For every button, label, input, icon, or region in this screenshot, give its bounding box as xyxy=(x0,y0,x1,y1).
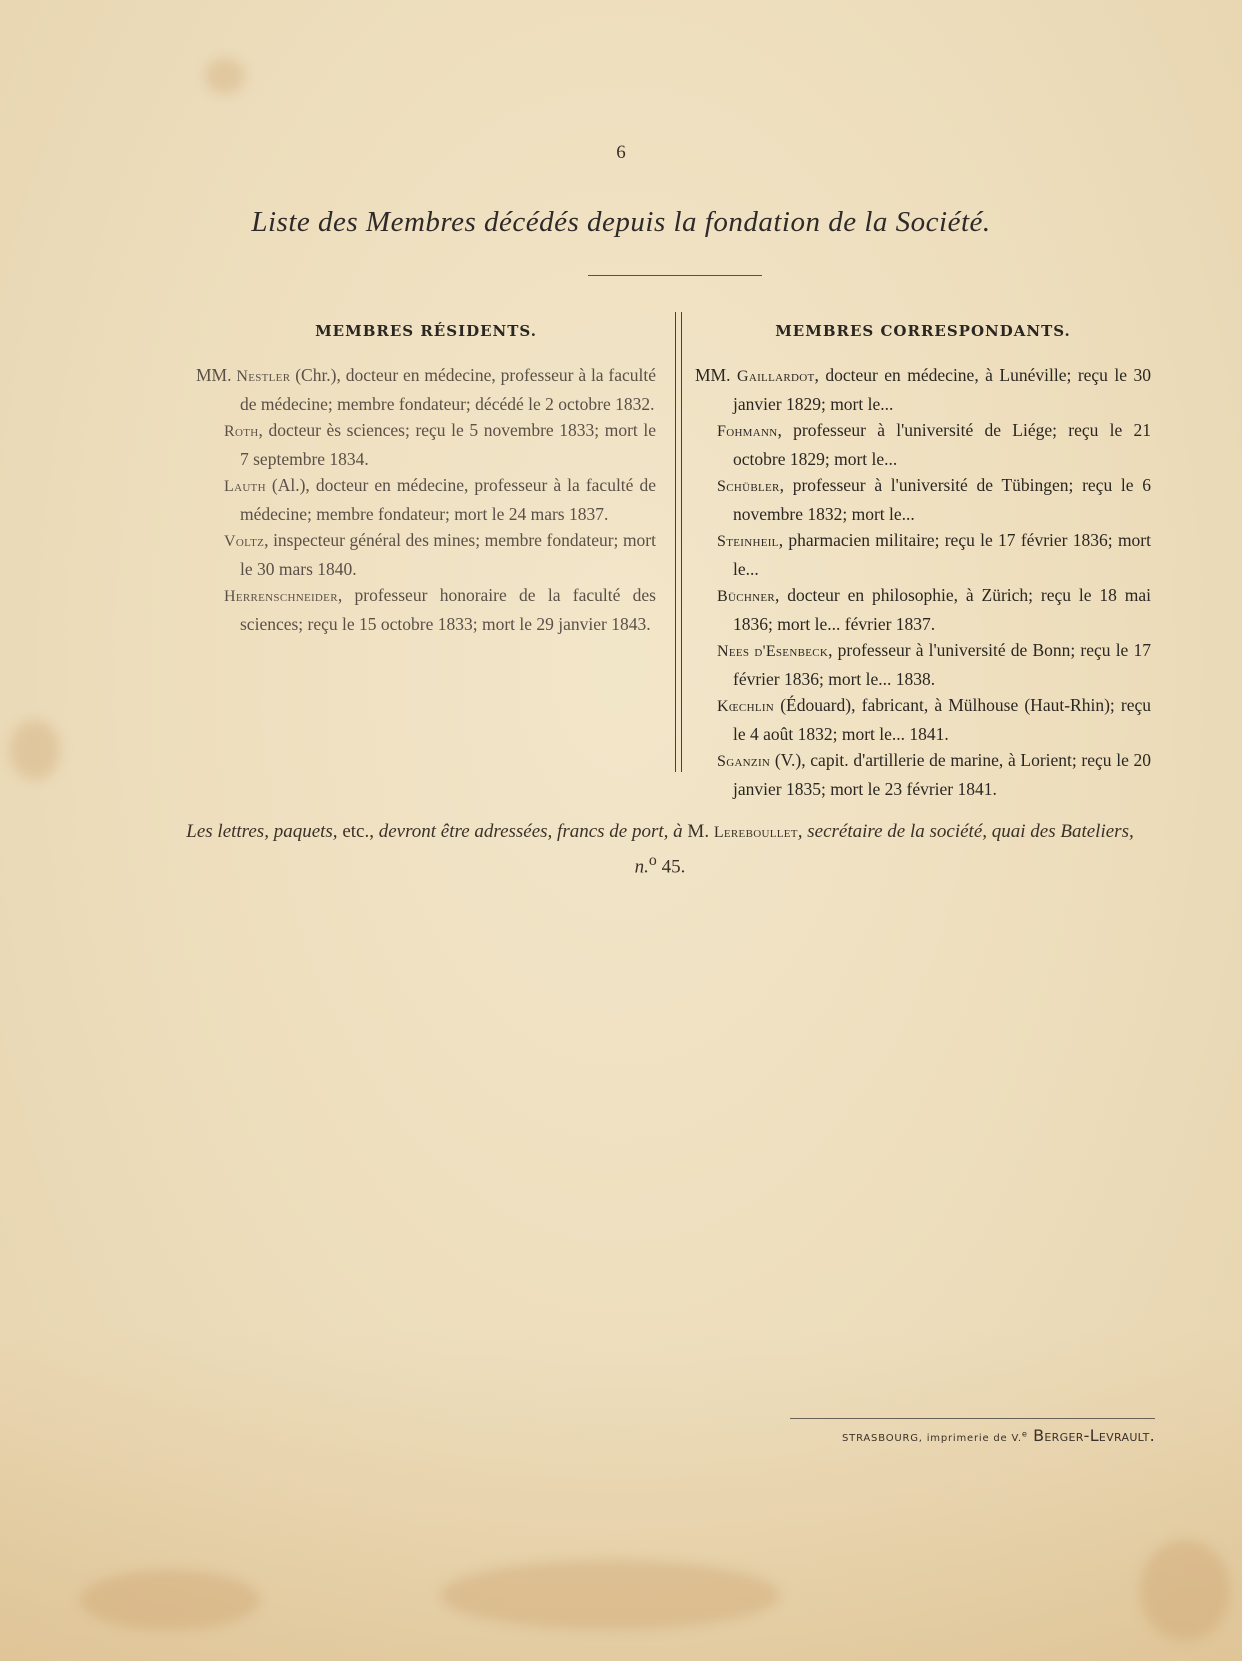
member-name: Lauth xyxy=(224,478,266,495)
member-details: , professeur honoraire de la faculté des sciences; reçu le 15 octobre 1833; mort le 29 janvier 1843. xyxy=(240,585,656,634)
list-item xyxy=(695,637,1151,692)
member-details: , docteur en médecine, à Lunéville; reçu le 30 janvier 1829; mort le... xyxy=(733,365,1152,414)
member-name: Voltz xyxy=(224,533,265,550)
list-item xyxy=(695,582,1151,637)
list-item xyxy=(196,472,656,527)
paper-stain xyxy=(80,1570,260,1630)
list-item xyxy=(695,527,1151,582)
member-details: , professeur à l'université de Tübingen; reçu le 6 novembre 1832; mort le... xyxy=(733,475,1151,524)
residents-heading: MEMBRES RÉSIDENTS. xyxy=(315,322,537,340)
paper-stain xyxy=(10,720,60,780)
member-name: Roth xyxy=(224,423,259,440)
member-details: , inspecteur général des mines; membre fondateur; mort le 30 mars 1840. xyxy=(240,530,656,579)
list-item: MM. Gaillardot, docteur en médecine, à Lunéville; reçu le 30 janvier 1829; mort le... xyxy=(695,365,1152,414)
list-item xyxy=(196,582,656,637)
member-details: (Édouard), fabricant, à Mülhouse (Haut-Rhin); reçu le 4 août 1832; mort le... 1841. xyxy=(733,695,1151,744)
page-number: 6 xyxy=(616,142,626,163)
correspondence-note: Les lettres, paquets, etc., devront être adressées, francs de port, à M. Lereboullet, secrétaire de la société, quai des Bateliers, n.$^o$ 45. xyxy=(186,821,1134,878)
member-details: , docteur ès sciences; reçu le 5 novembre 1833; mort le 7 septembre 1834. xyxy=(240,420,656,469)
member-name: Kœchlin xyxy=(717,698,775,715)
correspondants-heading: MEMBRES CORRESPONDANTS. xyxy=(775,322,1071,340)
member-name: Schübler xyxy=(717,478,780,495)
member-name: Nestler xyxy=(236,368,291,385)
title-rule xyxy=(588,275,762,276)
printer-imprint: STRASBOURG, imprimerie de V.$^e$ Berger-Levrault. xyxy=(842,1426,1155,1445)
member-details: (Al.), docteur en médecine, professeur à la faculté de médecine; membre fondateur; mort le 24 mars 1837. xyxy=(240,475,657,524)
list-item xyxy=(695,692,1151,747)
list-item: MM. Nestler (Chr.), docteur en médecine, professeur à la faculté de médecine; membre fondateur; décédé le 2 octobre 1832. xyxy=(196,365,657,414)
member-name: Herrenschneider xyxy=(224,588,338,605)
member-name: Büchner xyxy=(717,588,775,605)
member-details: , professeur à l'université de Bonn; reçu le 17 février 1836; mort le... 1838. xyxy=(733,640,1151,689)
correspondants-column xyxy=(695,322,1151,802)
member-details: , pharmacien militaire; reçu le 17 février 1836; mort le... xyxy=(733,530,1151,579)
member-details: (V.), capit. d'artillerie de marine, à Lorient; reçu le 20 janvier 1835; mort le 23 février 1841. xyxy=(733,750,1152,799)
member-name: Sganzin xyxy=(717,753,771,770)
list-item xyxy=(196,527,656,582)
page-title: Liste des Membres décédés depuis la fondation de la Société. xyxy=(251,206,991,238)
list-item xyxy=(196,417,656,472)
member-details: (Chr.), docteur en médecine, professeur à la faculté de médecine; membre fondateur; décédé le 2 octobre 1832. xyxy=(240,365,657,414)
member-name: Nees d'Esenbeck xyxy=(717,643,829,660)
member-details: , professeur à l'université de Liége; reçu le 21 octobre 1829; mort le... xyxy=(733,420,1151,469)
column-divider xyxy=(675,312,682,772)
paper-stain xyxy=(205,58,245,94)
list-item xyxy=(695,472,1151,527)
paper-stain xyxy=(1140,1540,1230,1640)
list-item xyxy=(695,417,1151,472)
residents-column xyxy=(196,322,656,637)
secretary-name: Lereboullet xyxy=(713,824,798,841)
list-item xyxy=(695,747,1151,802)
member-name: Steinheil xyxy=(717,533,779,550)
member-name: Fohmann xyxy=(717,423,778,440)
member-details: , docteur en philosophie, à Zürich; reçu le 18 mai 1836; mort le... février 1837. xyxy=(733,585,1151,634)
paper-stain xyxy=(440,1560,780,1630)
member-name: Gaillardot xyxy=(736,368,815,385)
printer-rule xyxy=(790,1418,1155,1419)
